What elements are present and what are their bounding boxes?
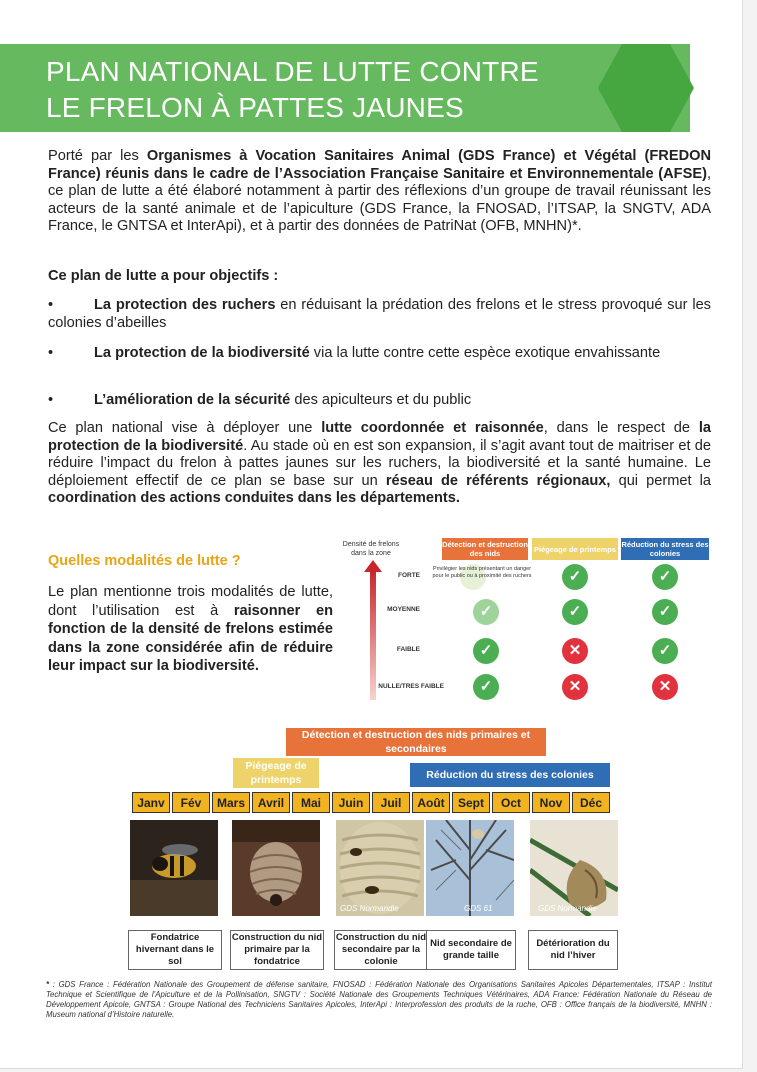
plan-text: qui permet la — [610, 472, 712, 489]
footnote-text: : GDS France : Fédération Nationale des Groupement de défense sanitaire, FNOSAD : Fédération Nationale des Organisations Sanitaires Apicoles Départementales, ITSAP : Institut Technique et Scientifique de l’Apiculture et de la Pollinisation, SNGTV : Société Nationale des Groupements Techniques Vétérinaires, ADA France: Fédération Nationale du Réseau de Développement Apicole, GNTSA : Groupe National des Techniciens Sanitaires Apicoles, InterApi : Interprofession des produits de la ruche, OFB : Office français de la biodiversité, MNHN : Museum national d’Histoire naturelle. — [46, 980, 713, 1019]
hexagon-decoration — [598, 44, 694, 132]
modalites-text: Le plan mentionne trois modalités de lutte, dont l’utilisation est à — [48, 584, 333, 619]
plan-text: Ce plan national vise à déployer une — [48, 420, 322, 436]
check-icon: ✓ — [562, 599, 588, 625]
density-level-faible: FAIBLE — [396, 646, 420, 653]
modalites-bold: raisonner en fonction de la densité de frelons estimée dans la zone considérée afin de réduire leur impact sur la biodiversité. — [48, 602, 333, 674]
objective-item — [48, 345, 711, 363]
footnote-star: * — [46, 980, 53, 989]
intro-paragraph — [48, 148, 711, 236]
column-header-reduction: Réduction du stress des colonies — [621, 540, 709, 558]
bar-detection: Détection et destruction des nids primaires et secondaires — [286, 728, 546, 756]
density-axis-label: Densité de frelons dans la zone — [342, 541, 400, 557]
check-icon: ✓ — [473, 638, 499, 664]
objective-item — [48, 297, 711, 332]
objective-bold: La protection des ruchers — [94, 297, 276, 313]
check-icon: ✓ — [652, 638, 678, 664]
check-icon: ✓ — [652, 564, 678, 590]
timeline-graphic — [128, 728, 612, 978]
plan-bold: lutte coordonnée et raisonnée — [321, 420, 544, 436]
density-matrix — [340, 538, 712, 703]
title-banner — [0, 44, 690, 132]
cross-icon: ✕ — [652, 674, 678, 700]
objective-bold: La protection de la biodiversité — [94, 345, 310, 361]
objectives-heading: Ce plan de lutte a pour objectifs : — [48, 268, 279, 284]
photo-credit: GDS Normandie — [340, 904, 399, 913]
title-line-2: LE FRELON À PATTES JAUNES — [46, 92, 464, 123]
check-icon: ✓ — [473, 674, 499, 700]
plan-paragraph — [48, 420, 711, 508]
month-label: Mai — [292, 792, 330, 813]
deteriorated-nest-photo — [530, 820, 618, 916]
caption-deterioration: Détérioration du nid l’hiver — [528, 930, 618, 970]
caption-nid-secondaire: Construction du nid secondaire par la colonie — [334, 930, 428, 970]
bar-reduction: Réduction du stress des colonies — [410, 763, 610, 787]
plan-bold: réseau de référents régionaux, — [385, 472, 611, 489]
density-level-nulle: NULLE/TRES FAIBLE — [378, 683, 444, 690]
photo-credit: GDS 61 — [464, 904, 493, 913]
month-label: Juin — [332, 792, 370, 813]
caption-nid-primaire: Construction du nid primaire par la fondatrice — [230, 930, 324, 970]
photo-credit: GDS Normandie — [538, 904, 597, 913]
month-label: Déc — [572, 792, 610, 813]
plan-bold: coordination des actions conduites dans les départements. — [48, 490, 460, 507]
check-icon: ✓ — [562, 564, 588, 590]
caption-grande-taille: Nid secondaire de grande taille — [426, 930, 516, 970]
plan-text: , dans le respect de — [543, 420, 699, 436]
month-label: Nov — [532, 792, 570, 813]
density-level-forte: FORTE — [397, 572, 420, 579]
intro-text-c: , ce plan de lutte a été élaboré notamment à partir des réflexions d’un groupe de travail réunissant les acteurs de la santé animale et de l’apiculture (GDS France, la FNOSAD, l’ITSAP, la SNGTV, ADA France, le GNTSA et InterApi), et à partir des données de PatriNat (OFB, MNHN)*. — [48, 165, 711, 235]
month-label: Juil — [372, 792, 410, 813]
plan-bold: la protection de la biodiversité — [48, 420, 711, 454]
month-label: Août — [412, 792, 450, 813]
bullet-icon: • — [48, 345, 54, 361]
intro-text-a: Porté par les — [48, 148, 147, 164]
density-note: Privilégier les nids présentant un danger pour le public ou à proximité des ruchers — [432, 566, 532, 579]
column-header-piegeage: Piégeage de printemps — [532, 538, 618, 560]
month-label: Janv — [132, 792, 170, 813]
bullet-icon: • — [48, 297, 54, 313]
bar-piegeage: Piégeage de printemps — [233, 758, 319, 788]
page-title — [46, 54, 539, 126]
check-light-icon: ✓ — [473, 599, 499, 625]
footnote — [46, 980, 712, 1020]
plan-text: . Au stade où en est son expansion, il s’agit avant tout de maitriser et de réduire l’impact du frelon à pattes jaunes sur les ruchers, la biodiversité et la santé humaine. Le déploiement effectif de ce plan se base sur un — [48, 437, 711, 489]
modalites-heading: Quelles modalités de lutte ? — [48, 553, 241, 569]
secondary-nest-photo — [336, 820, 424, 916]
cross-icon: ✕ — [562, 674, 588, 700]
month-label: Sept — [452, 792, 490, 813]
caption-fondatrice: Fondatrice hivernant dans le sol — [128, 930, 222, 970]
month-label: Avril — [252, 792, 290, 813]
primary-nest-photo — [232, 820, 320, 916]
cross-icon: ✕ — [562, 638, 588, 664]
column-header-detection: Détection et destruction des nids — [442, 540, 528, 558]
bullet-icon: • — [48, 392, 54, 408]
check-icon: ✓ — [652, 599, 678, 625]
objective-item — [48, 392, 711, 410]
density-arrow-icon — [362, 560, 384, 700]
month-label: Oct — [492, 792, 530, 813]
objective-text: des apiculteurs et du public — [290, 392, 472, 408]
objective-text: en réduisant la prédation des frelons et le stress provoqué sur les colonies d’abeilles — [48, 297, 711, 331]
title-line-1: PLAN NATIONAL DE LUTTE CONTRE — [46, 56, 539, 87]
intro-bold-organisations: Organismes à Vocation Sanitaires Animal (GDS France) et Végétal (FREDON France) réunis dans le cadre de l’Association Française Sanitaire et Environnementale (AFSE) — [48, 148, 711, 182]
hornet-in-soil-photo — [130, 820, 218, 916]
month-label: Fév — [172, 792, 210, 813]
density-level-moyenne: MOYENNE — [387, 606, 420, 613]
objective-bold: L’amélioration de la sécurité — [94, 392, 291, 408]
modalites-paragraph — [48, 583, 333, 676]
objective-text: via la lutte contre cette espèce exotique envahissante — [309, 345, 661, 361]
month-label: Mars — [212, 792, 250, 813]
large-nest-photo — [426, 820, 514, 916]
